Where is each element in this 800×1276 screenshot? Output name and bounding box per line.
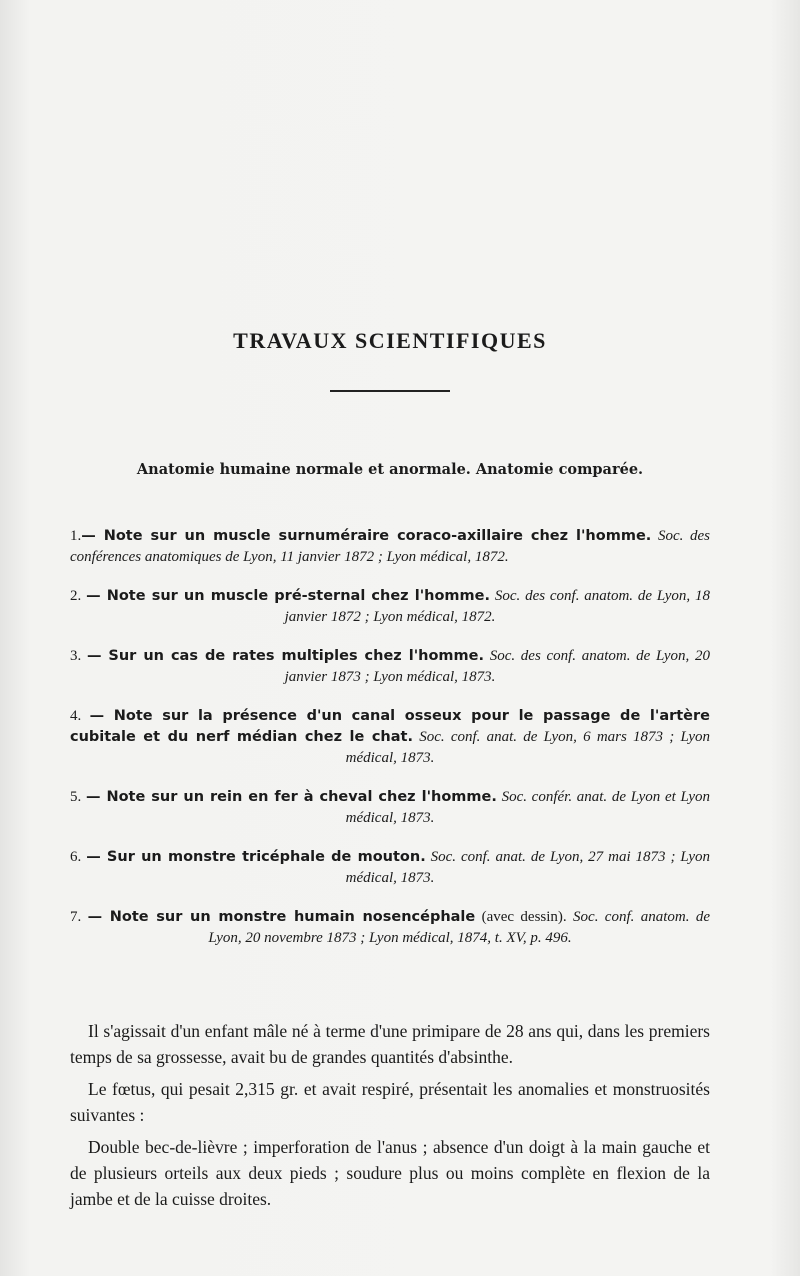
paragraph: Il s'agissait d'un enfant mâle né à terme d'une primipare de 28 ans qui, dans les premiers temps de sa grossesse, avait bu de grandes quantités d'absinthe. — [70, 1021, 710, 1067]
page-heading: TRAVAUX SCIENTIFIQUES — [233, 328, 547, 353]
entry-source: Soc. confér. anat. de Lyon et Lyon médical, 1873. — [345, 789, 711, 826]
publication-entry — [70, 706, 710, 769]
entry-title: — Sur un monstre tricéphale de mouton. — [86, 849, 426, 865]
entry-number: 3. — [70, 648, 82, 664]
entry-source: Soc. des conférences anatomiques de Lyon, 11 janvier 1872 ; Lyon médical, 1872. — [70, 528, 711, 565]
paragraph: Double bec-de-lièvre ; imperforation de l'anus ; absence d'un doigt à la main gauche et de plusieurs orteils aux deux pieds ; soudure plus ou moins complète en flexion de la jambe et de la cuisse droites. — [70, 1137, 710, 1209]
entry-note: (avec dessin). — [481, 909, 567, 925]
section-subheading: Anatomie humaine normale et anormale. Anatomie comparée. — [136, 461, 644, 478]
publication-list — [70, 526, 710, 967]
entry-source: Soc. des conf. anatom. de Lyon, 18 janvier 1872 ; Lyon médical, 1872. — [284, 588, 710, 625]
entry-title: — Note sur un monstre humain nosencéphale — [87, 909, 476, 925]
entry-number: 7. — [70, 909, 82, 925]
entry-number: 2. — [70, 588, 82, 604]
entry-title: — Sur un cas de rates multiples chez l'homme. — [86, 648, 484, 664]
entry-source: Soc. conf. anatom. de Lyon, 20 novembre 1873 ; Lyon médical, 1874, t. XV, p. 496. — [208, 909, 710, 946]
entry-title: — Note sur un muscle surnuméraire coraco-axillaire chez l'homme. — [81, 528, 652, 544]
publication-entry — [70, 787, 710, 829]
entry-source: Soc. conf. anat. de Lyon, 27 mai 1873 ; Lyon médical, 1873. — [345, 849, 710, 886]
entry-source: Soc. conf. anat. de Lyon, 6 mars 1873 ; Lyon médical, 1873. — [345, 729, 711, 766]
entry-source: Soc. des conf. anatom. de Lyon, 20 janvier 1873 ; Lyon médical, 1873. — [284, 648, 710, 685]
publication-entry — [70, 646, 710, 688]
body-text — [70, 1018, 710, 1218]
entry-title: — Note sur un rein en fer à cheval chez l'homme. — [85, 789, 497, 805]
heading-rule — [330, 390, 450, 392]
entry-number: 5. — [70, 789, 82, 805]
entry-number: 1. — [70, 528, 82, 544]
publication-entry — [70, 847, 710, 889]
publication-entry — [70, 526, 710, 568]
entry-number: 4. — [70, 708, 82, 724]
entry-title: — Note sur un muscle pré-sternal chez l'homme. — [86, 588, 490, 604]
publication-entry — [70, 907, 710, 949]
entry-title: — Note sur la présence d'un canal osseux pour le passage de l'artère cubitale et du nerf médian chez le chat. — [70, 708, 711, 745]
entry-number: 6. — [70, 849, 82, 865]
publication-entry — [70, 586, 710, 628]
paragraph: Le fœtus, qui pesait 2,315 gr. et avait respiré, présentait les anomalies et monstruosités suivantes : — [70, 1079, 710, 1125]
